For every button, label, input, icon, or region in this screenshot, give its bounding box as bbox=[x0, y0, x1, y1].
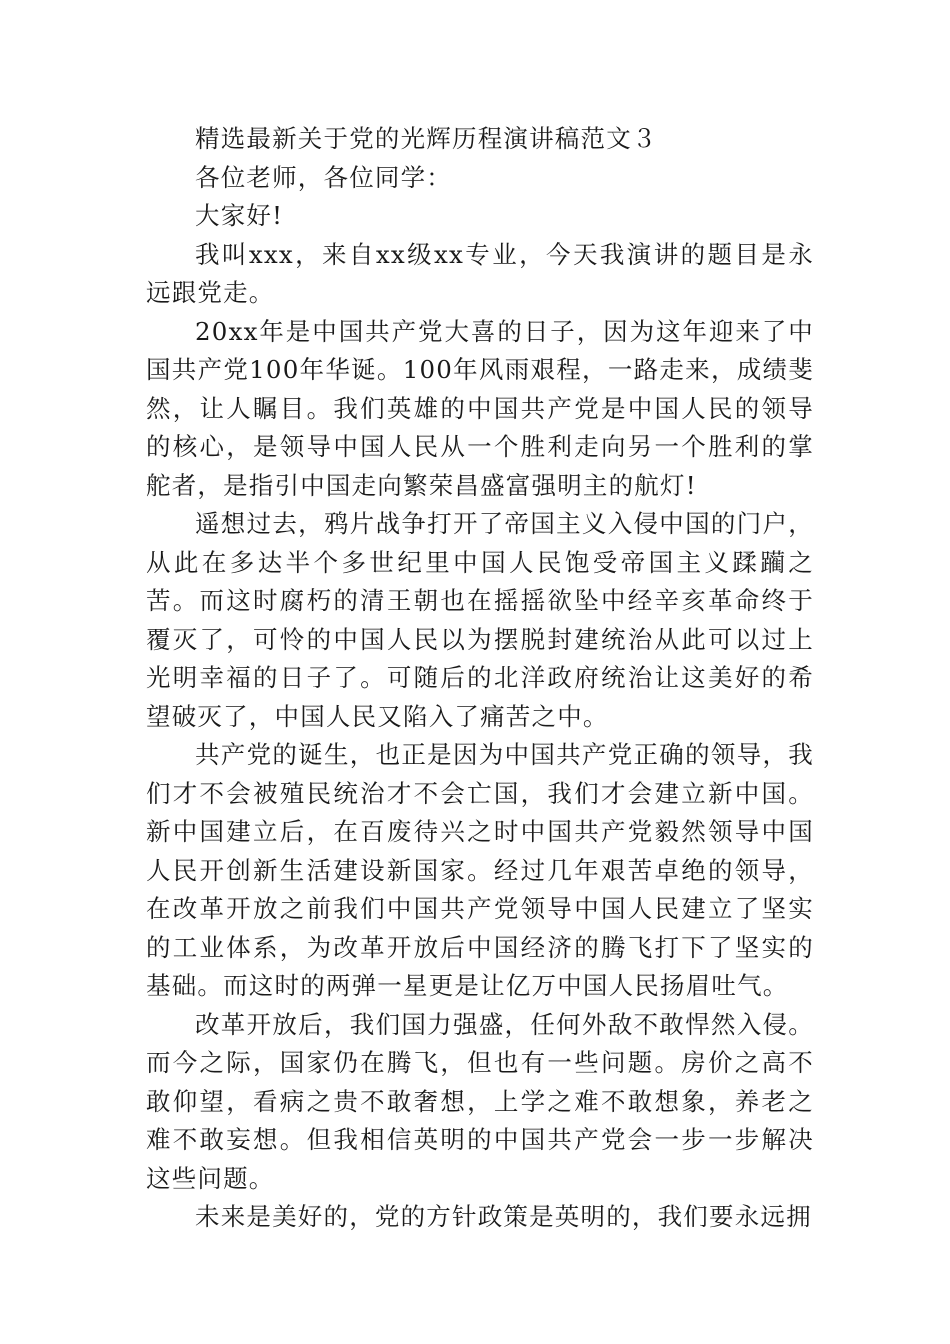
hello-paragraph: 大家好! bbox=[195, 201, 284, 230]
document-body bbox=[146, 120, 814, 1237]
body-paragraph: 遥想过去，鸦片战争打开了帝国主义入侵中国的门户，从此在多达半个多世纪里中国人民饱受帝国主义蹂躏之苦。而这时腐朽的清王朝也在摇摇欲坠中经辛亥革命终于覆灭了，可怜的中国人民以为摆脱封建统治从此可以过上光明幸福的日子了。可随后的北洋政府统治让这美好的希望破灭了，中国人民又陷入了痛苦之中。 bbox=[146, 509, 814, 731]
document-title: 精选最新关于党的光辉历程演讲稿范文３ bbox=[195, 124, 658, 153]
body-paragraph: 共产党的诞生，也正是因为中国共产党正确的领导，我们才不会被殖民统治才不会亡国，我们才会建立新中国。新中国建立后，在百废待兴之时中国共产党毅然领导中国人民开创新生活建设新国家。经过几年艰苦卓绝的领导，在改革开放之前我们中国共产党领导中国人民建立了坚实的工业体系，为改革开放后中国经济的腾飞打下了坚实的基础。而这时的两弹一星更是让亿万中国人民扬眉吐气。 bbox=[146, 740, 814, 1000]
body-paragraph: 改革开放后，我们国力强盛，任何外敌不敢悍然入侵。而今之际，国家仍在腾飞，但也有一些问题。房价之高不敢仰望，看病之贵不敢奢想，上学之难不敢想象，养老之难不敢妄想。但我相信英明的中国共产党会一步一步解决这些问题。 bbox=[146, 1009, 814, 1193]
body-paragraph: 20xx年是中国共产党大喜的日子，因为这年迎来了中国共产党100年华诞。100年风雨艰程，一路走来，成绩斐然，让人瞩目。我们英雄的中国共产党是中国人民的领导的核心，是领导中国人民从一个胜利走向另一个胜利的掌舵者，是指引中国走向繁荣昌盛富强明主的航灯! bbox=[146, 316, 814, 500]
intro-paragraph: 我叫xxx，来自xx级xx专业，今天我演讲的题目是永远跟党走。 bbox=[146, 239, 814, 307]
body-paragraph: 未来是美好的，党的方针政策是英明的，我们要永远拥 bbox=[195, 1202, 812, 1231]
greeting-paragraph: 各位老师，各位同学： bbox=[195, 162, 452, 192]
